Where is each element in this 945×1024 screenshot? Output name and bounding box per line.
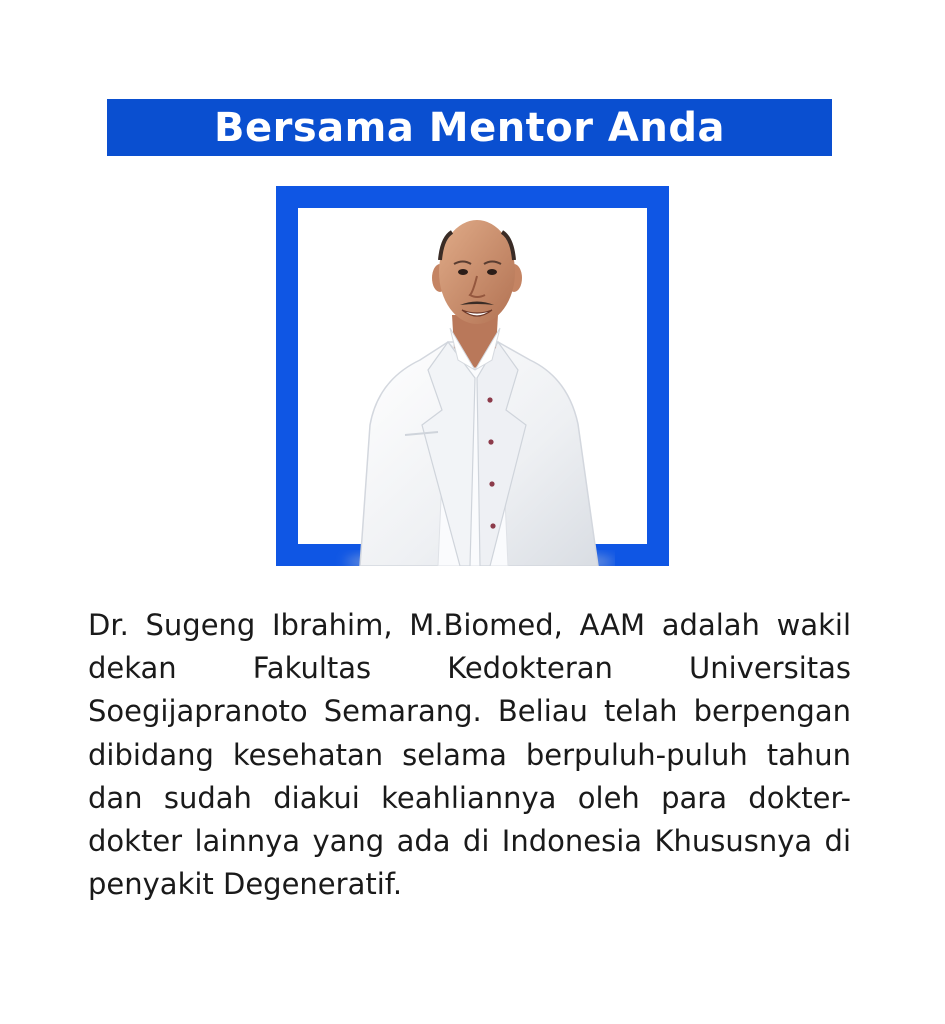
mentor-portrait-icon — [330, 210, 615, 566]
mentor-description: Dr. Sugeng Ibrahim, M.Biomed, AAM adalah wakil dekan Fakultas Kedokteran Universitas Soegijapranoto Semarang. Beliau telah berpengan dibidang kesehatan selama berpuluh-puluh tahun dan sudah diakui keahliannya oleh para dokter-dokter lainnya yang ada di Indonesia Khususnya di penyakit Degeneratif. — [88, 608, 851, 902]
page-title: Bersama Mentor Anda — [214, 104, 725, 151]
title-banner — [107, 99, 832, 156]
